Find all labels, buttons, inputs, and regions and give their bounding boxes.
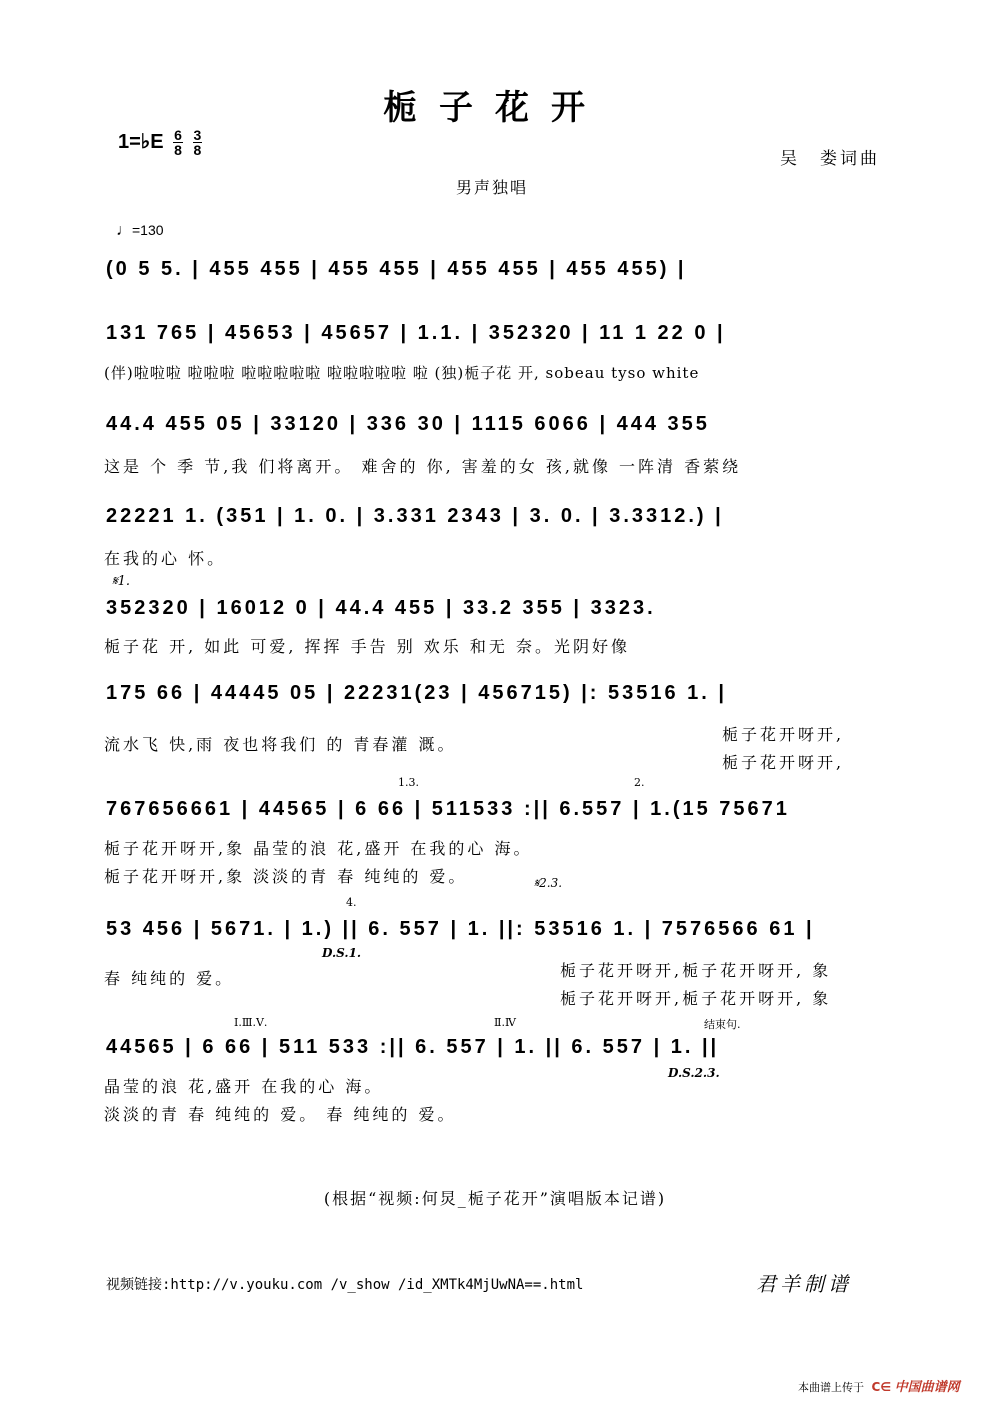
transcription-note: (根据“视频:何炅_栀子花开”演唱版本记谱) xyxy=(323,1189,667,1208)
key-signature xyxy=(118,128,202,157)
notation-line-9: 44565 | 6 66 | 511 533 :|| 6. 557 | 1. || 6. 557 | 1. || xyxy=(106,1036,720,1058)
lyric-line-9-a: 晶莹的浪 花,盛开 在我的心 海。 xyxy=(104,1077,384,1096)
lyric-line-6-verse-a: 栀子花开呀开, xyxy=(722,725,845,744)
lyric-line-6-verse-b: 栀子花开呀开, xyxy=(722,753,845,772)
key-label: 1=♭E xyxy=(118,130,164,153)
volta-1-3-5: Ⅰ.Ⅲ.Ⅴ. xyxy=(234,1016,268,1029)
ds-1-marking: D.S.1. xyxy=(322,946,362,960)
upload-note: 本曲谱上传于 xyxy=(798,1381,864,1394)
time-signature-3-8: $\frac{3}{8}$ xyxy=(193,127,202,158)
notation-line-5: 352320 | 16012 0 | 44.4 455 | 33.2 355 | 3323. xyxy=(106,597,656,619)
tempo-marking: ♩=130 xyxy=(116,222,164,239)
notation-line-2: 131 765 | 45653 | 45657 | 1.1. | 352320 | 11 1 22 0 | xyxy=(106,322,726,344)
song-title: 栀子花开 xyxy=(383,88,607,128)
notation-line-8: 53 456 | 5671. | 1.) || 6. 557 | 1. ||: 53516 1. | 7576566 61 | xyxy=(106,918,815,940)
segno-2-3-marking: 𝄋2.3. xyxy=(534,876,563,890)
lyric-line-5: 栀子花 开, 如此 可爱, 挥挥 手告 别 欢乐 和无 奈。光阴好像 xyxy=(104,637,630,656)
notation-line-1: (0 5 5. | 455 455 | 455 455 | 455 455 | 455 455) | xyxy=(106,258,687,280)
lyric-line-7-b: 栀子花开呀开,象 淡淡的青 春 纯纯的 爱。 xyxy=(104,867,468,886)
volta-1-3: 1.3. xyxy=(398,776,419,789)
segno-1-marking: 𝄋1. xyxy=(112,574,130,589)
volta-2-4: Ⅱ.Ⅳ xyxy=(494,1016,516,1029)
lyric-line-2: (伴)啦啦啦 啦啦啦 啦啦啦啦啦 啦啦啦啦啦 啦 (独)栀子花 开, sobeau tyso white xyxy=(104,364,700,382)
video-link[interactable]: 视频链接:http://v.youku.com /v_show /id_XMTk4MjUwNA==.html xyxy=(106,1277,584,1293)
composer-credit: 吴 娄词曲 xyxy=(780,149,880,169)
notation-line-4: 22221 1. (351 | 1. 0. | 3.331 2343 | 3. 0. | 3.3312.) | xyxy=(106,505,724,527)
volta-ending: 结束句. xyxy=(704,1018,741,1031)
lyric-line-8-verse-a: 栀子花开呀开,栀子花开呀开, 象 xyxy=(560,961,832,980)
time-signature-6-8: $\frac{6}{8}$ xyxy=(174,127,182,158)
lyric-line-8-a: 春 纯纯的 爱。 xyxy=(104,969,235,988)
site-name[interactable]: 中国曲谱网 xyxy=(894,1380,960,1395)
transcriber-signature: 君羊制谱 xyxy=(756,1272,852,1296)
notation-line-6: 175 66 | 44445 05 | 22231(23 | 456715) |: 53516 1. | xyxy=(106,682,728,704)
notation-line-7: 767656661 | 44565 | 6 66 | 511533 :|| 6.557 | 1.(15 75671 xyxy=(106,798,790,820)
lyric-line-3: 这是 个 季 节,我 们将离开。 难舍的 你, 害羞的女 孩,就像 一阵清 香萦绕 xyxy=(104,457,742,476)
lyric-line-6: 流水飞 快,雨 夜也将我们 的 青春灌 溉。 xyxy=(104,735,457,754)
ds-2-3-marking: D.S.2.3. xyxy=(668,1066,720,1080)
performance-subtitle: 男声独唱 xyxy=(456,178,529,197)
lyric-line-7-a: 栀子花开呀开,象 晶莹的浪 花,盛开 在我的心 海。 xyxy=(104,839,533,858)
lyric-line-8-verse-b: 栀子花开呀开,栀子花开呀开, 象 xyxy=(560,989,832,1008)
site-logo-icon: C∈ xyxy=(871,1380,892,1394)
volta-4: 4. xyxy=(346,896,357,909)
volta-2: 2. xyxy=(634,776,645,789)
upload-footer xyxy=(798,1376,960,1395)
notation-line-3: 44.4 455 05 | 33120 | 336 30 | 1115 6066 | 444 355 xyxy=(106,413,710,435)
quarter-note-icon: ♩ xyxy=(116,222,132,239)
lyric-line-9-b: 淡淡的青 春 纯纯的 爱。 春 纯纯的 爱。 xyxy=(104,1105,457,1124)
lyric-line-4: 在我的心 怀。 xyxy=(104,549,227,568)
